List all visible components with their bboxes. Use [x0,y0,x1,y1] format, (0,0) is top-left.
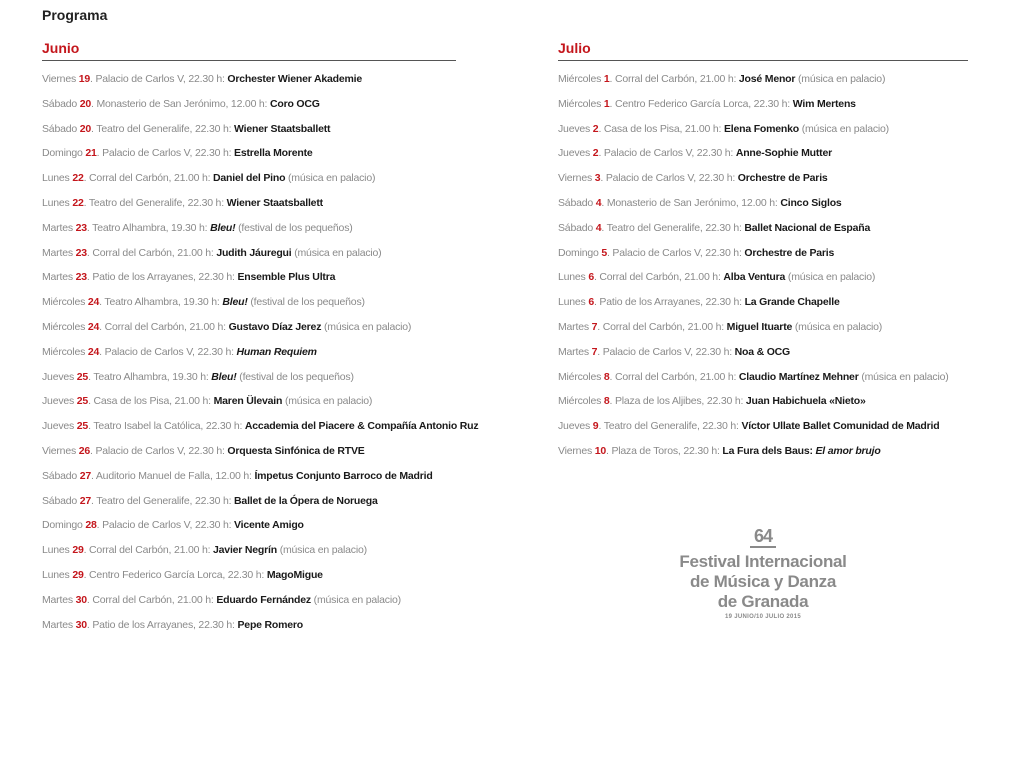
event-performer: Accademia del Piacere & Compañía Antonio Ruz [244,420,479,433]
logo-dates: 19 JUNIO/10 JULIO 2015 [725,614,801,620]
event-performer: Ballet de la Ópera de Noruega [234,494,378,507]
event-venue: Casa de los Pisa, 21.00 h: [93,395,211,408]
event-venue: Palacio de Carlos V, 22.30 h: [95,73,225,85]
event-weekday: Miércoles [42,320,86,333]
event-performer: Orchestre de Paris [744,246,835,259]
event-performer: Wiener Staatsballett [234,122,331,135]
event-row: Lunes 6. Patio de los Arrayanes, 22.30 h: La Grande Chapelle [558,296,840,309]
event-venue: Teatro del Generalife, 22.30 h: [606,221,742,234]
event-venue: Patio de los Arrayanes, 22.30 h: [92,271,235,284]
event-performer: Orchester Wiener Akademie [227,73,362,85]
event-row: Martes 30. Corral del Carbón, 21.00 h: Eduardo Fernández (música en palacio) [42,593,401,606]
event-weekday: Lunes [558,296,586,309]
event-day: 22 [72,172,84,185]
event-performer: Wim Mertens [792,97,856,110]
event-performer: Vicente Amigo [234,519,304,532]
event-venue: Teatro Isabel la Católica, 22.30 h: [93,420,243,433]
event-series: (música en palacio) [313,593,401,606]
event-row: Sábado 27. Teatro del Generalife, 22.30 h: Ballet de la Ópera de Noruega [42,494,378,507]
event-day: 2 [592,147,599,160]
event-row: Miércoles 1. Centro Federico García Lorca, 22.30 h: Wim Mertens [558,97,856,110]
event-day: 3 [594,172,601,185]
event-venue: Patio de los Arrayanes, 22.30 h: [599,296,742,309]
event-row: Martes 23. Patio de los Arrayanes, 22.30 h: Ensemble Plus Ultra [42,271,336,284]
event-day: 25 [76,420,89,433]
event-venue: Teatro Alhambra, 19.30 h: [93,370,209,383]
event-venue: Corral del Carbón, 21.00 h: [104,320,226,333]
event-venue: Palacio de Carlos V, 22.30 h: [104,345,234,358]
event-day: 24 [87,345,100,358]
event-venue: Casa de los Pisa, 21.00 h: [603,122,722,135]
event-weekday: Martes [42,593,73,606]
event-venue: Patio de los Arrayanes, 22.30 h: [92,618,235,631]
event-day: 26 [78,444,91,457]
event-performer: Juan Habichuela «Nieto» [745,395,866,408]
event-day: 23 [75,246,87,259]
event-weekday: Lunes [42,196,70,209]
event-row: Miércoles 8. Plaza de los Aljibes, 22.30 h: Juan Habichuela «Nieto» [558,395,866,408]
event-performer: Bleu! [211,370,237,383]
month-title-june: Junio [42,40,456,61]
event-day: 22 [72,196,84,209]
event-performer: Pepe Romero [237,618,303,631]
logo-line-2: de Música y Danza [689,572,837,591]
event-series: (música en palacio) [284,395,373,408]
event-series: (música en palacio) [279,544,367,557]
event-row: Lunes 6. Corral del Carbón, 21.00 h: Alba Ventura (música en palacio) [558,271,876,284]
event-venue: Corral del Carbón, 21.00 h: [92,246,214,259]
event-row: Miércoles 1. Corral del Carbón, 21.00 h: José Menor (música en palacio) [558,73,886,85]
event-venue: Centro Federico García Lorca, 22.30 h: [614,97,791,110]
event-row: Martes 7. Palacio de Carlos V, 22.30 h: Noa & OCG [558,345,791,358]
event-weekday: Lunes [42,172,70,185]
event-weekday: Sábado [42,122,78,135]
event-row: Martes 23. Corral del Carbón, 21.00 h: Judith Jáuregui (música en palacio) [42,246,382,259]
event-performer: Cinco Siglos [780,196,842,209]
event-weekday: Miércoles [42,296,86,309]
event-performer: La Grande Chapelle [744,296,840,309]
event-row: Jueves 25. Teatro Alhambra, 19.30 h: Bleu! (festival de los pequeños) [42,370,354,383]
event-row: Sábado 27. Auditorio Manuel de Falla, 12.00 h: Ímpetus Conjunto Barroco de Madrid [42,469,433,482]
event-row: Viernes 10. Plaza de Toros, 22.30 h: La Fura dels Baus: El amor brujo [558,444,881,457]
event-venue: Plaza de Toros, 22.30 h: [611,444,720,457]
event-day: 9 [592,420,599,433]
event-performer: Víctor Ullate Ballet Comunidad de Madrid [741,420,940,433]
event-performer: Ballet Nacional de España [744,221,871,234]
event-row: Sábado 20. Teatro del Generalife, 22.30 h: Wiener Staatsballett [42,122,331,135]
event-day: 5 [601,246,607,259]
event-performer: Daniel del Pino [213,172,286,185]
event-row: Viernes 3. Palacio de Carlos V, 22.30 h: Orchestre de Paris [558,172,828,185]
event-venue: Corral del Carbón, 21.00 h: [614,73,737,85]
event-day: 7 [591,345,598,358]
event-series: (festival de los pequeños) [250,296,365,309]
event-day: 24 [87,296,100,309]
event-row: Jueves 2. Casa de los Pisa, 21.00 h: Elena Fomenko (música en palacio) [558,122,889,135]
event-row: Miércoles 24. Corral del Carbón, 21.00 h: Gustavo Díaz Jerez (música en palacio) [42,320,412,333]
event-performer: La Fura dels Baus: [722,444,813,457]
event-row: Lunes 29. Corral del Carbón, 21.00 h: Javier Negrín (música en palacio) [42,544,367,557]
event-work: El amor brujo [815,444,881,457]
event-row: Martes 23. Teatro Alhambra, 19.30 h: Bleu! (festival de los pequeños) [42,221,353,234]
event-performer: Bleu! [210,221,236,234]
event-weekday: Domingo [42,147,83,160]
event-day: 10 [594,444,607,457]
event-venue: Corral del Carbón, 21.00 h: [614,370,737,383]
event-weekday: Viernes [558,172,593,185]
page-title: Programa [42,7,108,23]
event-performer: Noa & OCG [734,345,791,358]
event-row: Jueves 2. Palacio de Carlos V, 22.30 h: Anne-Sophie Mutter [558,147,832,160]
event-row: Domingo 28. Palacio de Carlos V, 22.30 h: Vicente Amigo [42,519,304,532]
event-weekday: Viernes [42,444,77,457]
event-performer: Bleu! [222,296,248,309]
event-venue: Palacio de Carlos V, 22.30 h: [605,172,736,185]
event-day: 29 [72,568,84,581]
event-weekday: Sábado [558,196,594,209]
event-weekday: Martes [558,345,589,358]
event-weekday: Sábado [42,469,78,482]
event-venue: Palacio de Carlos V, 22.30 h: [102,147,232,160]
event-day: 30 [75,593,87,606]
event-weekday: Martes [42,618,73,631]
event-series: (música en palacio) [787,271,876,284]
event-performer: Alba Ventura [723,271,786,284]
event-performer: Claudio Martínez Mehner [738,370,859,383]
event-series: (música en palacio) [294,246,382,259]
event-row: Domingo 5. Palacio de Carlos V, 22.30 h: Orchestre de Paris [558,246,835,259]
event-day: 4 [595,196,602,209]
event-venue: Plaza de los Aljibes, 22.30 h: [614,395,744,408]
event-venue: Teatro del Generalife, 22.30 h: [603,420,739,433]
event-day: 30 [75,618,87,631]
event-day: 25 [76,395,89,408]
event-day: 6 [588,271,594,284]
logo-line-1: Festival Internacional [679,552,847,571]
event-day: 4 [595,221,602,234]
event-row: Jueves 25. Casa de los Pisa, 21.00 h: Maren Ülevain (música en palacio) [42,395,373,408]
event-series: (festival de los pequeños) [239,370,354,383]
event-series: (música en palacio) [801,122,889,135]
event-weekday: Domingo [42,519,83,532]
event-weekday: Viernes [42,73,77,85]
event-venue: Palacio de Carlos V, 22.30 h: [95,444,225,457]
event-series: (festival de los pequeños) [238,221,353,234]
event-venue: Corral del Carbón, 21.00 h: [599,271,721,284]
event-venue: Auditorio Manuel de Falla, 12.00 h: [95,469,252,482]
event-day: 23 [75,221,87,234]
event-weekday: Sábado [42,97,78,110]
event-performer: Coro OCG [270,97,320,110]
event-day: 6 [588,296,594,309]
event-venue: Palacio de Carlos V, 22.30 h: [612,246,742,259]
event-row: Domingo 21. Palacio de Carlos V, 22.30 h: Estrella Morente [42,147,313,160]
event-row: Martes 7. Corral del Carbón, 21.00 h: Miguel Ituarte (música en palacio) [558,320,883,333]
event-day: 23 [75,271,87,284]
june-column [42,40,479,637]
event-series: (música en palacio) [798,73,886,85]
event-performer: Judith Jáuregui [216,246,292,259]
event-venue: Palacio de Carlos V, 22.30 h: [102,519,232,532]
event-row: Lunes 22. Corral del Carbón, 21.00 h: Daniel del Pino (música en palacio) [42,172,376,185]
event-performer: Orquesta Sinfónica de RTVE [227,444,365,457]
event-venue: Monasterio de San Jerónimo, 12.00 h: [606,196,778,209]
event-weekday: Lunes [42,568,70,581]
event-performer: MagoMigue [266,568,323,581]
event-performer: Human Requiem [236,345,317,358]
event-weekday: Jueves [558,122,591,135]
event-row: Sábado 4. Monasterio de San Jerónimo, 12.00 h: Cinco Siglos [558,196,842,209]
event-day: 28 [85,519,97,532]
festival-logo [668,528,858,620]
event-venue: Teatro Alhambra, 19.30 h: [92,221,208,234]
event-row: Miércoles 24. Teatro Alhambra, 19.30 h: Bleu! (festival de los pequeños) [42,296,365,309]
event-performer: Miguel Ituarte [726,320,793,333]
event-venue: Corral del Carbón, 21.00 h: [89,172,211,185]
event-weekday: Lunes [558,271,586,284]
july-event-list [558,67,968,464]
event-row: Viernes 19. Palacio de Carlos V, 22.30 h: Orchester Wiener Akademie [42,73,362,85]
event-weekday: Jueves [558,420,591,433]
event-venue: Palacio de Carlos V, 22.30 h: [602,345,732,358]
event-weekday: Martes [42,271,73,284]
event-day: 24 [87,320,100,333]
event-weekday: Domingo [558,246,599,259]
event-day: 2 [592,122,599,135]
event-performer: Maren Ülevain [213,395,283,408]
event-weekday: Miércoles [558,73,602,85]
event-venue: Teatro del Generalife, 22.30 h: [96,494,232,507]
event-day: 7 [591,320,598,333]
event-weekday: Miércoles [558,395,602,408]
event-day: 25 [76,370,89,383]
event-venue: Teatro del Generalife, 22.30 h: [96,122,232,135]
june-event-list [42,67,479,637]
event-row: Martes 30. Patio de los Arrayanes, 22.30 h: Pepe Romero [42,618,303,631]
event-weekday: Miércoles [42,345,86,358]
event-performer: José Menor [738,73,796,85]
event-weekday: Lunes [42,544,70,557]
event-day: 20 [79,122,92,135]
event-day: 29 [72,544,84,557]
event-row: Lunes 29. Centro Federico García Lorca, 22.30 h: MagoMigue [42,568,323,581]
event-day: 27 [79,494,92,507]
event-series: (música en palacio) [861,370,949,383]
logo-line-3: de Granada [717,592,809,611]
event-day: 19 [78,73,91,85]
event-weekday: Sábado [558,221,594,234]
event-weekday: Martes [42,221,73,234]
event-day: 1 [603,73,610,85]
event-performer: Elena Fomenko [723,122,799,135]
event-day: 8 [603,370,610,383]
event-row: Jueves 25. Teatro Isabel la Católica, 22.30 h: Accademia del Piacere & Compañía Antonio Ruz [42,420,479,433]
event-row: Sábado 4. Teatro del Generalife, 22.30 h: Ballet Nacional de España [558,221,871,234]
event-row: Jueves 9. Teatro del Generalife, 22.30 h: Víctor Ullate Ballet Comunidad de Madrid [558,420,940,433]
july-column [558,40,968,464]
event-performer: Wiener Staatsballett [226,196,323,209]
event-venue: Centro Federico García Lorca, 22.30 h: [89,568,265,581]
event-weekday: Jueves [558,147,591,160]
event-weekday: Sábado [42,494,78,507]
logo-bar [750,546,776,548]
event-performer: Javier Negrín [213,544,277,557]
event-day: 20 [79,97,92,110]
event-weekday: Martes [558,320,589,333]
event-venue: Corral del Carbón, 21.00 h: [89,544,211,557]
event-day: 21 [85,147,97,160]
event-venue: Monasterio de San Jerónimo, 12.00 h: [96,97,268,110]
logo-edition-number: 64 [753,526,773,546]
event-venue: Corral del Carbón, 21.00 h: [92,593,214,606]
event-row: Miércoles 8. Corral del Carbón, 21.00 h: Claudio Martínez Mehner (música en palacio) [558,370,949,383]
event-series: (música en palacio) [794,320,883,333]
event-row: Viernes 26. Palacio de Carlos V, 22.30 h: Orquesta Sinfónica de RTVE [42,444,365,457]
event-venue: Corral del Carbón, 21.00 h: [602,320,724,333]
event-weekday: Miércoles [558,97,602,110]
event-weekday: Miércoles [558,370,602,383]
month-title-july: Julio [558,40,968,61]
event-performer: Anne-Sophie Mutter [735,147,832,160]
event-venue: Palacio de Carlos V, 22.30 h: [603,147,734,160]
event-row: Lunes 22. Teatro del Generalife, 22.30 h: Wiener Staatsballett [42,196,323,209]
event-weekday: Jueves [42,420,75,433]
event-weekday: Martes [42,246,73,259]
event-venue: Teatro Alhambra, 19.30 h: [104,296,220,309]
event-weekday: Jueves [42,370,75,383]
event-performer: Orchestre de Paris [737,172,828,185]
event-series: (música en palacio) [288,172,376,185]
event-day: 8 [603,395,610,408]
event-performer: Ímpetus Conjunto Barroco de Madrid [254,469,433,482]
event-day: 1 [603,97,610,110]
event-weekday: Viernes [558,444,593,457]
event-performer: Eduardo Fernández [216,593,311,606]
event-weekday: Jueves [42,395,75,408]
event-row: Sábado 20. Monasterio de San Jerónimo, 12.00 h: Coro OCG [42,97,320,110]
event-venue: Teatro del Generalife, 22.30 h: [88,196,224,209]
event-performer: Gustavo Díaz Jerez [228,320,322,333]
event-performer: Ensemble Plus Ultra [237,271,336,284]
event-performer: Estrella Morente [234,147,313,160]
event-row: Miércoles 24. Palacio de Carlos V, 22.30 h: Human Requiem [42,345,317,358]
event-day: 27 [79,469,92,482]
event-series: (música en palacio) [323,320,412,333]
